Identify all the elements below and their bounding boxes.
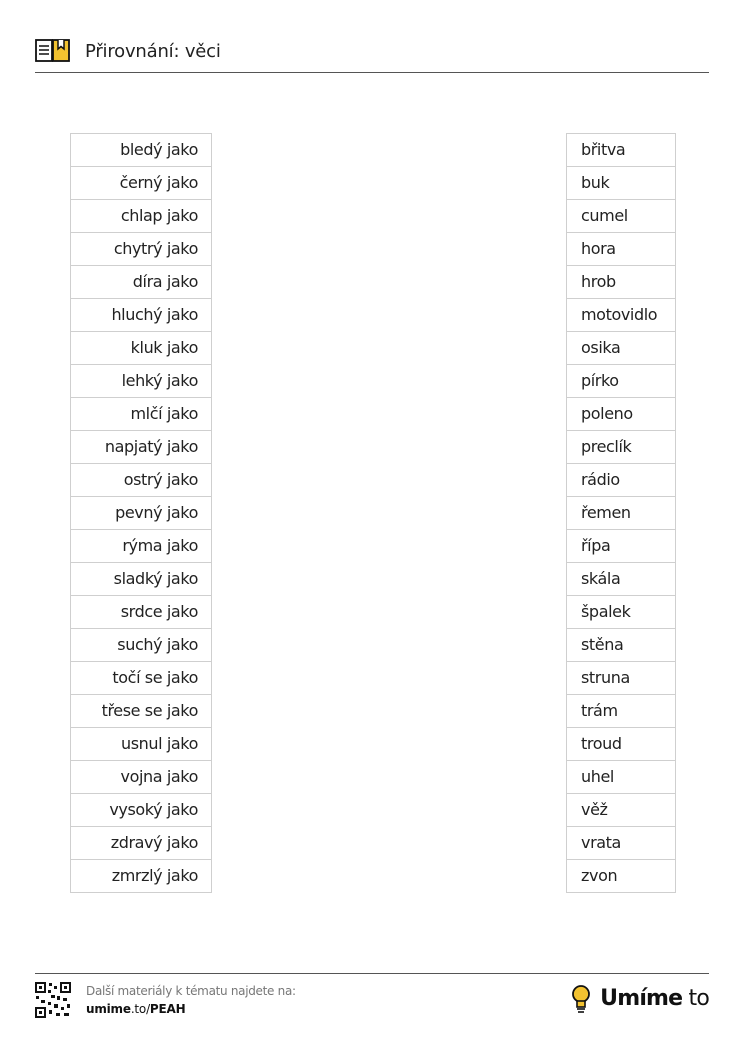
left-column-item: zdravý jako (71, 827, 211, 860)
left-column-item: usnul jako (71, 728, 211, 761)
page-header (35, 38, 709, 73)
brand-suffix: to (682, 986, 709, 1011)
left-column-item: vysoký jako (71, 794, 211, 827)
right-column-item: poleno (567, 398, 675, 431)
left-column-item: ostrý jako (71, 464, 211, 497)
left-column-item: sladký jako (71, 563, 211, 596)
qr-code-icon (35, 982, 71, 1018)
left-column-item: napjatý jako (71, 431, 211, 464)
right-column-item: osika (567, 332, 675, 365)
footer-link[interactable] (86, 1002, 185, 1016)
left-column-item: pevný jako (71, 497, 211, 530)
left-column-item: zmrzlý jako (71, 860, 211, 893)
right-column-item: buk (567, 167, 675, 200)
left-column-item: bledý jako (71, 134, 211, 167)
left-column-item: suchý jako (71, 629, 211, 662)
page-title: Přirovnání: věci (85, 41, 221, 62)
left-column-item: srdce jako (71, 596, 211, 629)
right-column-item: struna (567, 662, 675, 695)
right-column-item: stěna (567, 629, 675, 662)
right-column-item: hrob (567, 266, 675, 299)
right-column-item: uhel (567, 761, 675, 794)
brand-main: Umíme (600, 986, 683, 1011)
left-column-item: díra jako (71, 266, 211, 299)
right-column-item: hora (567, 233, 675, 266)
right-column-item: špalek (567, 596, 675, 629)
footer-link-site: umime (86, 1002, 131, 1016)
right-column-item: řípa (567, 530, 675, 563)
right-column-item: skála (567, 563, 675, 596)
right-column-item: věž (567, 794, 675, 827)
right-column-item: zvon (567, 860, 675, 893)
footer-link-code: PEAH (149, 1002, 186, 1016)
right-column-item: trám (567, 695, 675, 728)
brand-logo (600, 984, 709, 1014)
footer-text: Další materiály k tématu najdete na: (86, 984, 296, 998)
book-bookmark-icon (35, 38, 71, 64)
footer-link-mid: .to/ (130, 1002, 150, 1016)
left-column-item: chytrý jako (71, 233, 211, 266)
left-column-item: hluchý jako (71, 299, 211, 332)
right-column (566, 133, 676, 893)
right-column-item: řemen (567, 497, 675, 530)
left-column-item: třese se jako (71, 695, 211, 728)
left-column-item: mlčí jako (71, 398, 211, 431)
left-column-item: vojna jako (71, 761, 211, 794)
left-column-item: lehký jako (71, 365, 211, 398)
right-column-item: rádio (567, 464, 675, 497)
left-column-item: rýma jako (71, 530, 211, 563)
page-footer (35, 973, 709, 1024)
right-column-item: pírko (567, 365, 675, 398)
left-column-item: chlap jako (71, 200, 211, 233)
left-column (70, 133, 212, 893)
right-column-item: troud (567, 728, 675, 761)
right-column-item: břitva (567, 134, 675, 167)
right-column-item: vrata (567, 827, 675, 860)
right-column-item: motovidlo (567, 299, 675, 332)
left-column-item: točí se jako (71, 662, 211, 695)
left-column-item: černý jako (71, 167, 211, 200)
left-column-item: kluk jako (71, 332, 211, 365)
lightbulb-icon (570, 984, 592, 1014)
right-column-item: cumel (567, 200, 675, 233)
right-column-item: preclík (567, 431, 675, 464)
